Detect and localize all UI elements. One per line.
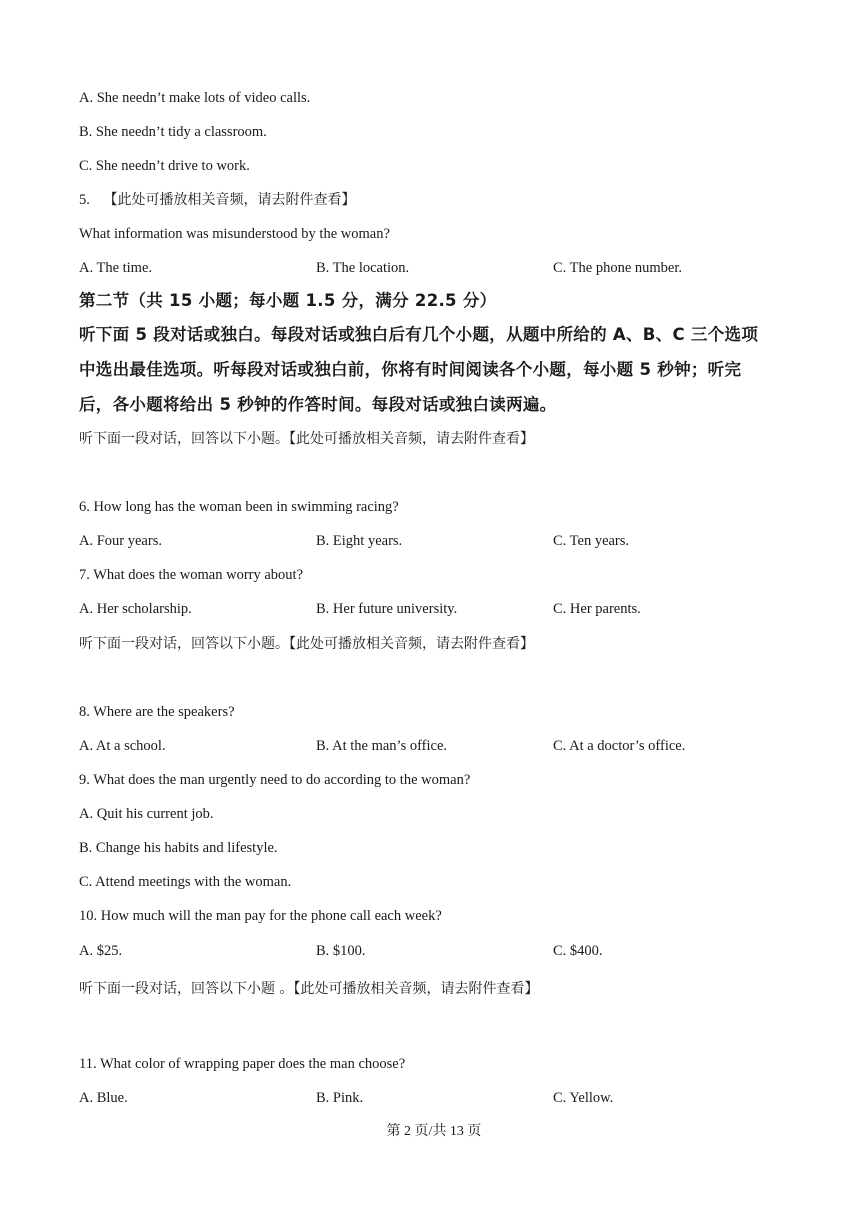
q5-option-c: C. The phone number.: [553, 260, 683, 276]
q6-option-c: C. Ten years.: [553, 533, 630, 549]
dialogue-note-2: 听下面一段对话，回答以下小题。【此处可播放相关音频，请去附件查看】: [79, 636, 534, 652]
q5-question: What information was misunderstood by the woman?: [79, 226, 390, 242]
q10-question: 10. How much will the man pay for the phone call each week?: [79, 908, 442, 924]
q5-option-a: A. The time.: [79, 260, 153, 276]
q6-option-b: B. Eight years.: [316, 533, 403, 549]
q10-option-a: A. $25.: [79, 943, 123, 959]
q5-header: [79, 190, 356, 210]
section2-heading: 第二节（共 15 小题；每小题 1.5 分，满分 22.5 分）: [79, 291, 497, 310]
q4-option-a: A. She needn’t make lots of video calls.: [79, 90, 311, 106]
dialogue-note-1: 听下面一段对话，回答以下小题。【此处可播放相关音频，请去附件查看】: [79, 431, 534, 447]
q8-option-c: C. At a doctor’s office.: [553, 738, 686, 754]
dialogue-note-3: 听下面一段对话，回答以下小题 。【此处可播放相关音频，请去附件查看】: [79, 981, 539, 997]
q5-number: 5.: [79, 192, 90, 208]
q9-question: 9. What does the man urgently need to do according to the woman?: [79, 772, 471, 788]
q5-audio-note: 【此处可播放相关音频，请去附件查看】: [103, 192, 356, 208]
q10-option-b: B. $100.: [316, 943, 366, 959]
q7-option-c: C. Her parents.: [553, 601, 641, 617]
q4-option-c: C. She needn’t drive to work.: [79, 158, 250, 174]
q8-option-b: B. At the man’s office.: [316, 738, 448, 754]
q9-option-b: B. Change his habits and lifestyle.: [79, 840, 278, 856]
q5-option-b: B. The location.: [316, 260, 410, 276]
q6-question: 6. How long has the woman been in swimming racing?: [79, 499, 399, 515]
q11-option-c: C. Yellow.: [553, 1090, 614, 1106]
section2-instruction-line-1: 听下面 5 段对话或独白。每段对话或独白后有几个小题，从题中所给的 A、B、C 三个选项: [79, 325, 759, 344]
q11-option-b: B. Pink.: [316, 1090, 364, 1106]
page-footer: 第 2 页/共 13 页: [386, 1124, 482, 1139]
q6-option-a: A. Four years.: [79, 533, 162, 549]
q8-question: 8. Where are the speakers?: [79, 704, 235, 720]
q9-option-a: A. Quit his current job.: [79, 806, 214, 822]
q10-option-c: C. $400.: [553, 943, 603, 959]
q11-question: 11. What color of wrapping paper does the man choose?: [79, 1056, 406, 1072]
q4-option-b: B. She needn’t tidy a classroom.: [79, 124, 267, 140]
q8-option-a: A. At a school.: [79, 738, 166, 754]
section2-instruction-line-2: 中选出最佳选项。听每段对话或独白前，你将有时间阅读各个小题，每小题 5 秒钟；听完: [79, 360, 742, 379]
q7-option-b: B. Her future university.: [316, 601, 458, 617]
q9-option-c: C. Attend meetings with the woman.: [79, 874, 292, 890]
q7-question: 7. What does the woman worry about?: [79, 567, 304, 583]
section2-instruction-line-3: 后，各小题将给出 5 秒钟的作答时间。每段对话或独白读两遍。: [79, 395, 557, 414]
q7-option-a: A. Her scholarship.: [79, 601, 192, 617]
q11-option-a: A. Blue.: [79, 1090, 128, 1106]
